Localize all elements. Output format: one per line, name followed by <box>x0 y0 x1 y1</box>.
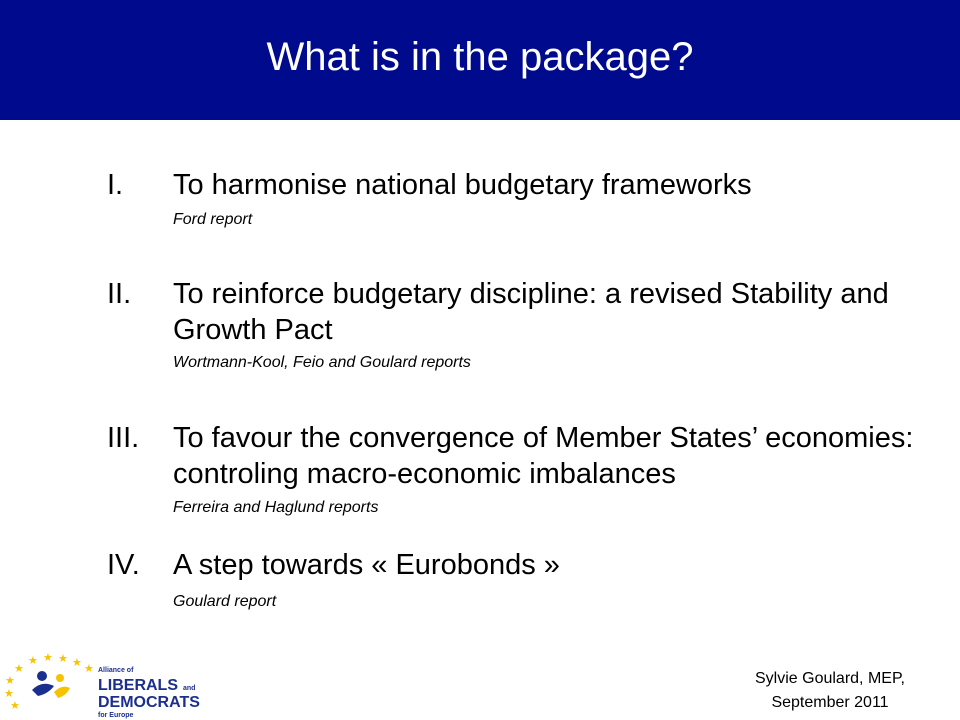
item-subtext: Wortmann-Kool, Feio and Goulard reports <box>173 354 471 371</box>
footer-line1: Sylvie Goulard, MEP, <box>755 670 905 687</box>
svg-text:★: ★ <box>4 687 14 700</box>
logo-line1: Alliance of <box>98 667 134 674</box>
svg-text:★: ★ <box>43 651 53 664</box>
item-subtext: Ferreira and Haglund reports <box>173 499 379 516</box>
svg-text:★: ★ <box>28 654 38 667</box>
svg-text:★: ★ <box>5 674 15 687</box>
footer-credit <box>720 667 940 715</box>
svg-text:★: ★ <box>58 652 68 665</box>
star-ring-icon <box>4 651 94 712</box>
title-bar <box>0 0 960 120</box>
svg-text:★: ★ <box>84 662 94 675</box>
item-text: A step towards « Eurobonds » <box>173 549 560 581</box>
logo-line2: LIBERALS <box>98 677 178 694</box>
list-item <box>107 420 927 520</box>
item-number: II. <box>107 278 132 310</box>
people-figures-icon <box>32 671 70 698</box>
item-number: III. <box>107 422 140 454</box>
item-text: To harmonise national budgetary frameworks <box>173 169 752 201</box>
slide-title: What is in the package? <box>266 35 694 79</box>
list-item <box>107 167 927 237</box>
logo-line3: DEMOCRATS <box>98 694 200 711</box>
item-subtext: Goulard report <box>173 593 277 610</box>
item-number: I. <box>107 169 124 201</box>
list-item <box>107 547 927 617</box>
item-number: IV. <box>107 549 140 581</box>
svg-text:★: ★ <box>10 699 20 712</box>
svg-text:★: ★ <box>14 662 24 675</box>
logo-line4: for Europe <box>98 712 134 719</box>
logo-and: and <box>183 685 196 692</box>
alde-logo <box>2 650 212 720</box>
item-text: To reinforce budgetary discipline: a revised Stability and Growth Pact <box>173 278 889 346</box>
list-item <box>107 276 927 376</box>
svg-text:★: ★ <box>72 656 82 669</box>
footer-line2: September 2011 <box>771 694 889 711</box>
item-subtext: Ford report <box>173 211 253 228</box>
item-text: To favour the convergence of Member States’ economies: controling macro-economic imbalances <box>173 422 914 490</box>
